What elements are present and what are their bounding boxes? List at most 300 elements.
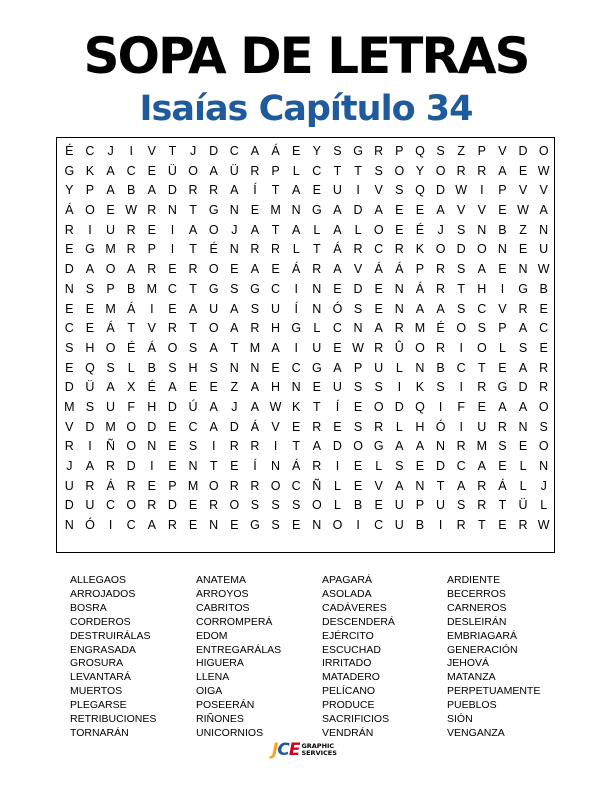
- grid-cell[interactable]: T: [271, 183, 280, 198]
- grid-cell[interactable]: S: [188, 340, 198, 355]
- grid-cell[interactable]: A: [209, 340, 218, 355]
- grid-cell[interactable]: S: [188, 439, 198, 454]
- grid-cell[interactable]: E: [374, 281, 383, 296]
- grid-cell[interactable]: D: [64, 498, 74, 513]
- grid-cell[interactable]: R: [518, 301, 528, 316]
- grid-cell[interactable]: E: [498, 459, 507, 473]
- grid-cell[interactable]: A: [518, 360, 528, 375]
- grid-cell[interactable]: E: [374, 301, 383, 316]
- grid-cell[interactable]: E: [188, 498, 198, 513]
- grid-cell[interactable]: A: [250, 144, 260, 158]
- grid-cell[interactable]: Á: [415, 281, 425, 296]
- grid-cell[interactable]: U: [332, 380, 342, 395]
- grid-cell[interactable]: E: [539, 340, 548, 355]
- grid-cell[interactable]: D: [353, 203, 363, 218]
- grid-cell[interactable]: O: [188, 163, 198, 178]
- grid-cell[interactable]: M: [146, 281, 158, 296]
- grid-cell[interactable]: Á: [106, 478, 115, 493]
- grid-cell[interactable]: E: [333, 281, 342, 296]
- grid-cell[interactable]: L: [354, 222, 362, 237]
- grid-cell[interactable]: W: [517, 203, 529, 218]
- grid-cell[interactable]: Ü: [518, 498, 528, 513]
- grid-cell[interactable]: É: [147, 380, 156, 395]
- grid-cell[interactable]: I: [170, 242, 175, 257]
- grid-cell[interactable]: S: [374, 380, 383, 395]
- grid-cell[interactable]: Á: [127, 301, 136, 316]
- grid-cell[interactable]: R: [209, 498, 219, 513]
- grid-cell[interactable]: I: [459, 380, 463, 395]
- grid-cell[interactable]: U: [436, 498, 446, 513]
- grid-cell[interactable]: G: [311, 360, 322, 375]
- grid-cell[interactable]: P: [106, 281, 115, 296]
- grid-cell[interactable]: A: [415, 301, 425, 316]
- grid-cell[interactable]: T: [477, 360, 486, 375]
- grid-cell[interactable]: V: [147, 321, 156, 336]
- grid-cell[interactable]: U: [64, 478, 74, 493]
- grid-cell[interactable]: R: [539, 360, 549, 375]
- grid-cell[interactable]: I: [273, 439, 278, 454]
- grid-cell[interactable]: O: [85, 203, 95, 218]
- grid-cell[interactable]: J: [231, 222, 238, 237]
- grid-cell[interactable]: R: [250, 439, 260, 454]
- grid-cell[interactable]: S: [292, 498, 301, 513]
- grid-cell[interactable]: P: [147, 242, 156, 257]
- grid-cell[interactable]: A: [250, 222, 260, 237]
- grid-cell[interactable]: V: [374, 183, 383, 198]
- grid-cell[interactable]: R: [147, 262, 157, 277]
- grid-cell[interactable]: E: [415, 459, 425, 473]
- grid-cell[interactable]: K: [292, 399, 301, 414]
- grid-cell[interactable]: R: [353, 242, 363, 257]
- grid-cell[interactable]: P: [353, 360, 363, 375]
- grid-cell[interactable]: T: [312, 242, 321, 257]
- grid-cell[interactable]: O: [373, 222, 384, 237]
- grid-cell[interactable]: V: [353, 262, 363, 277]
- grid-cell[interactable]: E: [168, 419, 177, 434]
- grid-cell[interactable]: O: [538, 144, 549, 158]
- grid-cell[interactable]: N: [209, 518, 219, 533]
- grid-cell[interactable]: S: [498, 439, 507, 454]
- grid-cell[interactable]: R: [374, 419, 384, 434]
- grid-cell[interactable]: U: [106, 222, 116, 237]
- grid-cell[interactable]: Á: [106, 321, 115, 336]
- grid-cell[interactable]: S: [271, 518, 280, 533]
- grid-cell[interactable]: A: [230, 301, 239, 316]
- grid-cell[interactable]: A: [333, 222, 342, 237]
- grid-cell[interactable]: S: [65, 340, 74, 355]
- grid-cell[interactable]: A: [498, 399, 507, 414]
- grid-cell[interactable]: L: [498, 340, 506, 355]
- grid-cell[interactable]: A: [188, 301, 198, 316]
- grid-cell[interactable]: L: [519, 478, 527, 493]
- grid-cell[interactable]: P: [415, 262, 425, 277]
- grid-cell[interactable]: Q: [415, 183, 425, 198]
- grid-cell[interactable]: Z: [230, 380, 239, 395]
- grid-cell[interactable]: N: [64, 518, 74, 533]
- grid-cell[interactable]: A: [209, 163, 218, 178]
- grid-cell[interactable]: U: [85, 498, 95, 513]
- grid-cell[interactable]: R: [250, 478, 260, 493]
- grid-cell[interactable]: S: [333, 144, 342, 158]
- grid-cell[interactable]: A: [395, 439, 404, 454]
- grid-cell[interactable]: L: [333, 498, 341, 513]
- grid-cell[interactable]: R: [312, 419, 322, 434]
- grid-cell[interactable]: H: [477, 281, 487, 296]
- grid-cell[interactable]: L: [313, 321, 321, 336]
- grid-cell[interactable]: C: [374, 518, 384, 533]
- grid-cell[interactable]: J: [66, 459, 73, 473]
- grid-cell[interactable]: U: [312, 340, 322, 355]
- grid-cell[interactable]: W: [537, 262, 550, 277]
- grid-cell[interactable]: I: [294, 340, 298, 355]
- grid-cell[interactable]: T: [436, 478, 445, 493]
- grid-cell[interactable]: N: [497, 242, 507, 257]
- grid-cell[interactable]: V: [147, 144, 156, 158]
- grid-cell[interactable]: R: [126, 478, 136, 493]
- grid-cell[interactable]: Ñ: [106, 439, 116, 454]
- grid-cell[interactable]: H: [147, 399, 157, 414]
- grid-cell[interactable]: C: [291, 478, 301, 493]
- grid-cell[interactable]: Ü: [85, 380, 95, 395]
- grid-cell[interactable]: I: [438, 518, 443, 533]
- grid-cell[interactable]: V: [65, 419, 74, 434]
- grid-cell[interactable]: R: [188, 262, 198, 277]
- grid-cell[interactable]: B: [147, 360, 156, 375]
- grid-cell[interactable]: P: [395, 144, 404, 158]
- grid-cell[interactable]: B: [415, 518, 425, 533]
- grid-cell[interactable]: É: [65, 144, 74, 158]
- grid-cell[interactable]: U: [271, 301, 281, 316]
- grid-cell[interactable]: Í: [253, 459, 257, 473]
- grid-cell[interactable]: C: [106, 498, 116, 513]
- grid-cell[interactable]: I: [459, 419, 463, 434]
- grid-cell[interactable]: P: [415, 498, 425, 513]
- grid-cell[interactable]: E: [147, 222, 156, 237]
- grid-cell[interactable]: L: [395, 360, 403, 375]
- grid-cell[interactable]: B: [498, 222, 507, 237]
- grid-cell[interactable]: A: [85, 459, 95, 473]
- grid-cell[interactable]: N: [229, 203, 239, 218]
- grid-cell[interactable]: A: [250, 262, 260, 277]
- grid-cell[interactable]: T: [354, 163, 362, 178]
- grid-cell[interactable]: D: [167, 399, 177, 414]
- grid-cell[interactable]: C: [167, 281, 177, 296]
- grid-cell[interactable]: E: [230, 262, 239, 277]
- grid-cell[interactable]: R: [436, 340, 446, 355]
- grid-cell[interactable]: R: [477, 498, 487, 513]
- grid-cell[interactable]: U: [332, 183, 342, 198]
- grid-cell[interactable]: P: [85, 183, 95, 198]
- grid-cell[interactable]: T: [189, 242, 197, 257]
- grid-cell[interactable]: N: [271, 459, 281, 473]
- grid-cell[interactable]: O: [394, 163, 405, 178]
- grid-cell[interactable]: N: [539, 222, 549, 237]
- grid-cell[interactable]: A: [457, 478, 466, 493]
- grid-cell[interactable]: C: [332, 321, 342, 336]
- grid-cell[interactable]: K: [85, 163, 95, 178]
- grid-cell[interactable]: E: [188, 518, 198, 533]
- grid-cell[interactable]: O: [167, 340, 178, 355]
- grid-cell[interactable]: D: [147, 419, 157, 434]
- grid-cell[interactable]: D: [518, 144, 528, 158]
- grid-cell[interactable]: E: [498, 360, 507, 375]
- grid-cell[interactable]: R: [85, 478, 95, 493]
- grid-cell[interactable]: M: [414, 321, 426, 336]
- grid-cell[interactable]: I: [88, 439, 92, 454]
- grid-cell[interactable]: A: [230, 321, 239, 336]
- grid-cell[interactable]: H: [85, 340, 95, 355]
- grid-cell[interactable]: R: [539, 380, 549, 395]
- grid-cell[interactable]: W: [269, 399, 282, 414]
- grid-cell[interactable]: A: [395, 478, 404, 493]
- grid-cell[interactable]: R: [312, 459, 322, 473]
- grid-cell[interactable]: Á: [65, 203, 74, 218]
- grid-cell[interactable]: E: [292, 518, 301, 533]
- grid-cell[interactable]: V: [518, 183, 528, 198]
- grid-cell[interactable]: O: [311, 498, 322, 513]
- grid-cell[interactable]: E: [395, 222, 404, 237]
- grid-cell[interactable]: J: [189, 144, 197, 158]
- grid-cell[interactable]: M: [105, 419, 116, 434]
- grid-cell[interactable]: E: [518, 439, 528, 454]
- grid-cell[interactable]: A: [374, 203, 383, 218]
- grid-cell[interactable]: H: [415, 419, 425, 434]
- grid-cell[interactable]: O: [435, 163, 446, 178]
- grid-cell[interactable]: N: [518, 419, 528, 434]
- grid-cell[interactable]: I: [335, 459, 340, 473]
- grid-cell[interactable]: Û: [394, 340, 404, 355]
- grid-cell[interactable]: C: [271, 281, 281, 296]
- grid-cell[interactable]: I: [397, 380, 402, 395]
- grid-cell[interactable]: D: [518, 380, 528, 395]
- grid-cell[interactable]: D: [64, 262, 74, 277]
- grid-cell[interactable]: E: [353, 459, 363, 473]
- grid-cell[interactable]: N: [167, 203, 177, 218]
- grid-cell[interactable]: V: [374, 478, 383, 493]
- grid-cell[interactable]: M: [187, 478, 199, 493]
- grid-cell[interactable]: A: [436, 203, 445, 218]
- grid-cell[interactable]: E: [147, 163, 156, 178]
- grid-cell[interactable]: E: [271, 262, 280, 277]
- grid-cell[interactable]: L: [395, 419, 403, 434]
- grid-cell[interactable]: G: [497, 380, 508, 395]
- grid-cell[interactable]: R: [147, 203, 157, 218]
- grid-cell[interactable]: N: [291, 380, 301, 395]
- grid-cell[interactable]: A: [250, 399, 260, 414]
- grid-cell[interactable]: R: [477, 163, 487, 178]
- grid-cell[interactable]: Z: [457, 144, 465, 158]
- grid-cell[interactable]: C: [126, 518, 136, 533]
- grid-cell[interactable]: U: [374, 360, 384, 375]
- grid-cell[interactable]: W: [352, 340, 364, 355]
- grid-cell[interactable]: I: [438, 399, 443, 414]
- grid-cell[interactable]: O: [208, 478, 219, 493]
- grid-cell[interactable]: E: [415, 203, 425, 218]
- grid-cell[interactable]: A: [106, 163, 115, 178]
- grid-cell[interactable]: T: [168, 144, 177, 158]
- grid-cell[interactable]: A: [312, 439, 321, 454]
- grid-cell[interactable]: R: [436, 262, 446, 277]
- grid-cell[interactable]: C: [539, 321, 549, 336]
- grid-cell[interactable]: O: [538, 399, 549, 414]
- grid-cell[interactable]: D: [64, 380, 74, 395]
- grid-cell[interactable]: L: [292, 163, 300, 178]
- grid-cell[interactable]: V: [539, 183, 548, 198]
- grid-cell[interactable]: E: [539, 301, 548, 316]
- grid-cell[interactable]: C: [456, 360, 466, 375]
- grid-cell[interactable]: J: [107, 144, 114, 158]
- grid-cell[interactable]: A: [127, 262, 136, 277]
- grid-cell[interactable]: W: [537, 163, 550, 178]
- grid-cell[interactable]: R: [271, 242, 281, 257]
- grid-cell[interactable]: A: [188, 222, 198, 237]
- grid-cell[interactable]: K: [415, 242, 425, 257]
- grid-cell[interactable]: F: [127, 399, 135, 414]
- grid-cell[interactable]: U: [539, 242, 549, 257]
- grid-cell[interactable]: A: [250, 380, 260, 395]
- grid-cell[interactable]: O: [208, 262, 219, 277]
- grid-cell[interactable]: K: [415, 380, 425, 395]
- grid-cell[interactable]: E: [292, 144, 301, 158]
- grid-cell[interactable]: R: [456, 439, 466, 454]
- grid-cell[interactable]: A: [209, 419, 218, 434]
- grid-cell[interactable]: G: [311, 203, 322, 218]
- grid-cell[interactable]: E: [65, 360, 74, 375]
- grid-cell[interactable]: E: [395, 203, 404, 218]
- grid-cell[interactable]: S: [457, 301, 466, 316]
- grid-cell[interactable]: A: [333, 262, 342, 277]
- grid-cell[interactable]: T: [189, 203, 197, 218]
- grid-cell[interactable]: O: [476, 242, 487, 257]
- grid-cell[interactable]: V: [457, 203, 466, 218]
- grid-cell[interactable]: N: [477, 222, 487, 237]
- grid-cell[interactable]: G: [518, 281, 528, 296]
- grid-cell[interactable]: R: [394, 321, 404, 336]
- grid-cell[interactable]: I: [356, 518, 360, 533]
- grid-cell[interactable]: C: [312, 163, 322, 178]
- grid-cell[interactable]: Q: [85, 360, 95, 375]
- grid-cell[interactable]: Y: [415, 163, 425, 178]
- grid-cell[interactable]: G: [208, 281, 219, 296]
- grid-cell[interactable]: R: [250, 321, 260, 336]
- grid-cell[interactable]: P: [498, 183, 507, 198]
- grid-cell[interactable]: T: [189, 321, 197, 336]
- grid-cell[interactable]: E: [188, 380, 198, 395]
- grid-cell[interactable]: O: [126, 498, 137, 513]
- grid-cell[interactable]: R: [167, 321, 177, 336]
- grid-cell[interactable]: E: [106, 203, 115, 218]
- grid-cell[interactable]: A: [106, 380, 115, 395]
- grid-cell[interactable]: A: [477, 262, 486, 277]
- grid-cell[interactable]: Y: [65, 183, 74, 198]
- grid-cell[interactable]: E: [498, 518, 507, 533]
- grid-cell[interactable]: S: [250, 498, 260, 513]
- grid-cell[interactable]: É: [415, 222, 425, 237]
- grid-cell[interactable]: E: [353, 478, 363, 493]
- grid-cell[interactable]: R: [374, 144, 384, 158]
- grid-cell[interactable]: R: [229, 478, 239, 493]
- grid-cell[interactable]: R: [209, 183, 219, 198]
- grid-cell[interactable]: O: [353, 439, 363, 454]
- grid-cell[interactable]: Á: [271, 144, 280, 158]
- grid-cell[interactable]: S: [250, 301, 260, 316]
- grid-cell[interactable]: R: [229, 439, 239, 454]
- grid-cell[interactable]: E: [312, 380, 321, 395]
- grid-cell[interactable]: Ñ: [312, 478, 322, 493]
- grid-cell[interactable]: N: [394, 301, 404, 316]
- grid-cell[interactable]: T: [189, 281, 197, 296]
- grid-cell[interactable]: R: [394, 242, 404, 257]
- grid-cell[interactable]: A: [209, 399, 218, 414]
- grid-cell[interactable]: C: [188, 419, 198, 434]
- grid-cell[interactable]: V: [477, 203, 486, 218]
- grid-cell[interactable]: R: [188, 183, 198, 198]
- grid-cell[interactable]: E: [168, 301, 177, 316]
- grid-cell[interactable]: D: [436, 183, 446, 198]
- grid-cell[interactable]: I: [88, 222, 92, 237]
- grid-cell[interactable]: E: [518, 163, 528, 178]
- grid-cell[interactable]: O: [456, 321, 467, 336]
- grid-cell[interactable]: C: [477, 301, 487, 316]
- grid-cell[interactable]: A: [518, 399, 528, 414]
- grid-cell[interactable]: O: [229, 498, 240, 513]
- grid-cell[interactable]: H: [271, 380, 281, 395]
- grid-cell[interactable]: C: [126, 163, 136, 178]
- grid-cell[interactable]: S: [168, 360, 177, 375]
- grid-cell[interactable]: É: [127, 340, 136, 355]
- grid-cell[interactable]: O: [538, 439, 549, 454]
- grid-cell[interactable]: T: [498, 498, 507, 513]
- grid-cell[interactable]: R: [126, 222, 136, 237]
- grid-cell[interactable]: N: [539, 459, 549, 473]
- grid-cell[interactable]: L: [313, 222, 321, 237]
- grid-cell[interactable]: G: [353, 144, 363, 158]
- grid-cell[interactable]: R: [312, 262, 322, 277]
- grid-cell[interactable]: N: [415, 360, 425, 375]
- grid-cell[interactable]: E: [168, 439, 177, 454]
- grid-cell[interactable]: D: [126, 459, 136, 473]
- grid-cell[interactable]: E: [147, 478, 156, 493]
- grid-cell[interactable]: R: [106, 459, 116, 473]
- grid-cell[interactable]: J: [231, 399, 238, 414]
- grid-cell[interactable]: S: [271, 498, 280, 513]
- grid-cell[interactable]: Ó: [85, 518, 95, 533]
- grid-cell[interactable]: M: [64, 399, 75, 414]
- grid-cell[interactable]: A: [518, 321, 528, 336]
- grid-cell[interactable]: I: [150, 301, 154, 316]
- grid-cell[interactable]: P: [271, 163, 280, 178]
- grid-cell[interactable]: D: [332, 439, 342, 454]
- grid-cell[interactable]: D: [436, 459, 446, 473]
- grid-cell[interactable]: N: [64, 281, 74, 296]
- grid-cell[interactable]: E: [168, 262, 177, 277]
- grid-cell[interactable]: L: [540, 498, 548, 513]
- grid-cell[interactable]: A: [292, 183, 301, 198]
- grid-cell[interactable]: A: [333, 203, 342, 218]
- grid-cell[interactable]: T: [230, 340, 239, 355]
- grid-cell[interactable]: Á: [395, 262, 404, 277]
- grid-cell[interactable]: A: [415, 439, 425, 454]
- grid-cell[interactable]: R: [250, 163, 260, 178]
- grid-cell[interactable]: Í: [335, 399, 340, 414]
- grid-cell[interactable]: Á: [250, 419, 260, 434]
- grid-cell[interactable]: S: [85, 399, 95, 414]
- grid-cell[interactable]: Á: [292, 262, 301, 277]
- grid-cell[interactable]: A: [539, 203, 548, 218]
- grid-cell[interactable]: M: [249, 340, 261, 355]
- grid-cell[interactable]: B: [353, 498, 363, 513]
- grid-cell[interactable]: E: [209, 380, 218, 395]
